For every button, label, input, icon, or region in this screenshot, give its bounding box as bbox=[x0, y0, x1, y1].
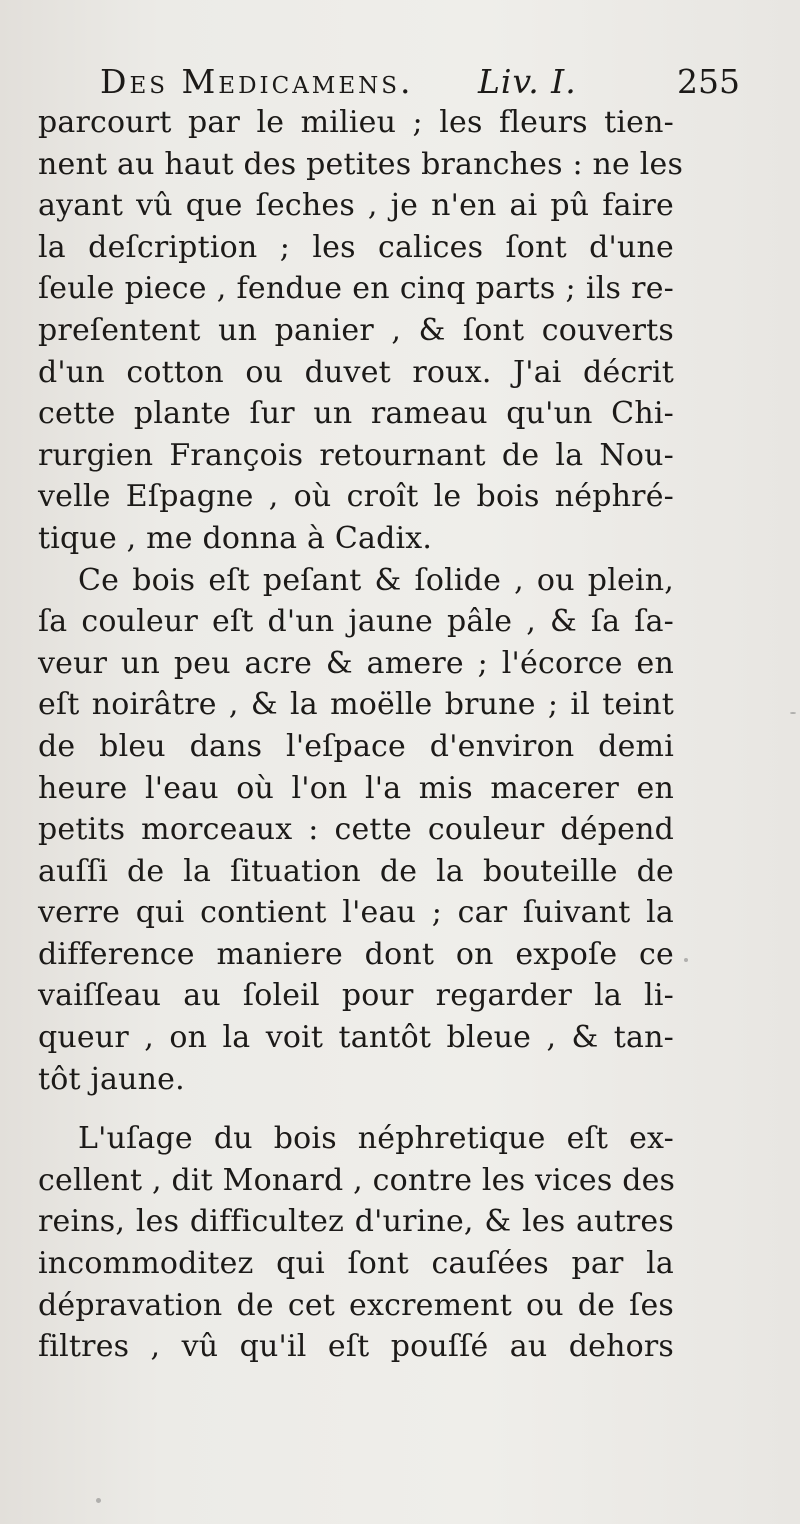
paper-speck bbox=[790, 712, 796, 714]
text-line: L'uſage du bois néphretique eſt ex- bbox=[78, 1121, 674, 1157]
text-line: rurgien François retournant de la Nou- bbox=[38, 437, 674, 473]
text-line: ſeule piece , fendue en cinq parts ; ils re- bbox=[38, 271, 674, 307]
text-line: auſſi de la ſituation de la bouteille de bbox=[38, 853, 674, 889]
body-text bbox=[38, 102, 684, 1368]
text-line: tique , me donna à Cadix. bbox=[38, 520, 433, 556]
text-line: parcourt par le milieu ; les fleurs tien- bbox=[38, 105, 674, 140]
text-line: la deſcription ; les calices ſont d'une bbox=[38, 229, 674, 265]
text-line: petits morceaux : cette couleur dépend bbox=[38, 812, 674, 848]
paragraph bbox=[38, 1118, 674, 1368]
text-line: velle Eſpagne , où croît le bois néphré- bbox=[38, 479, 674, 515]
text-line: veur un peu acre & amere ; l'écorce en bbox=[38, 645, 674, 681]
paragraph-gap bbox=[38, 1100, 674, 1118]
text-line: vaiſſeau au ſoleil pour regarder la li- bbox=[38, 978, 674, 1014]
text-line: eſt noirâtre , & la moëlle brune ; il teint bbox=[38, 687, 674, 723]
text-line: de bleu dans l'eſpace d'environ demi bbox=[38, 728, 674, 764]
paragraph bbox=[38, 560, 674, 1101]
text-line: ſa couleur eſt d'un jaune pâle , & ſa ſa- bbox=[38, 604, 674, 640]
text-line: queur , on la voit tantôt bleue , & tan- bbox=[38, 1020, 674, 1056]
book-number: Liv. I. bbox=[478, 62, 577, 101]
text-line: cette plante ſur un rameau qu'un Chi- bbox=[38, 396, 674, 432]
paragraph bbox=[38, 102, 684, 560]
text-line: cellent , dit Monard , contre les vices des bbox=[38, 1162, 676, 1198]
paper-speck bbox=[684, 958, 688, 962]
text-line: heure l'eau où l'on l'a mis macerer en bbox=[38, 770, 674, 806]
text-line: filtres , vû qu'il eſt pouſſé au dehors bbox=[38, 1329, 674, 1365]
text-line: incommoditez qui ſont cauſées par la bbox=[38, 1246, 674, 1282]
text-line: preſentent un panier , & ſont couverts bbox=[38, 312, 674, 348]
text-line: dépravation de cet excrement ou de ſes bbox=[38, 1287, 674, 1323]
text-line: tôt jaune. bbox=[38, 1061, 185, 1097]
text-line: d'un cotton ou duvet roux. J'ai décrit bbox=[38, 354, 674, 390]
text-line: ayant vû que ſeches , je n'en ai pû faire bbox=[38, 188, 674, 224]
running-title: Des Medicamens. bbox=[100, 62, 414, 101]
paper-speck bbox=[96, 1498, 101, 1503]
text-line: verre qui contient l'eau ; car ſuivant la bbox=[38, 895, 674, 931]
text-line: nent au haut des petites branches : ne les bbox=[38, 146, 684, 182]
text-line: reins, les difficultez d'urine, & les autres bbox=[38, 1204, 674, 1240]
page-number: 255 bbox=[677, 62, 740, 101]
text-line: Ce bois eſt peſant & ſolide , ou plein, bbox=[78, 562, 674, 598]
text-line: difference maniere dont on expoſe ce bbox=[38, 936, 674, 972]
